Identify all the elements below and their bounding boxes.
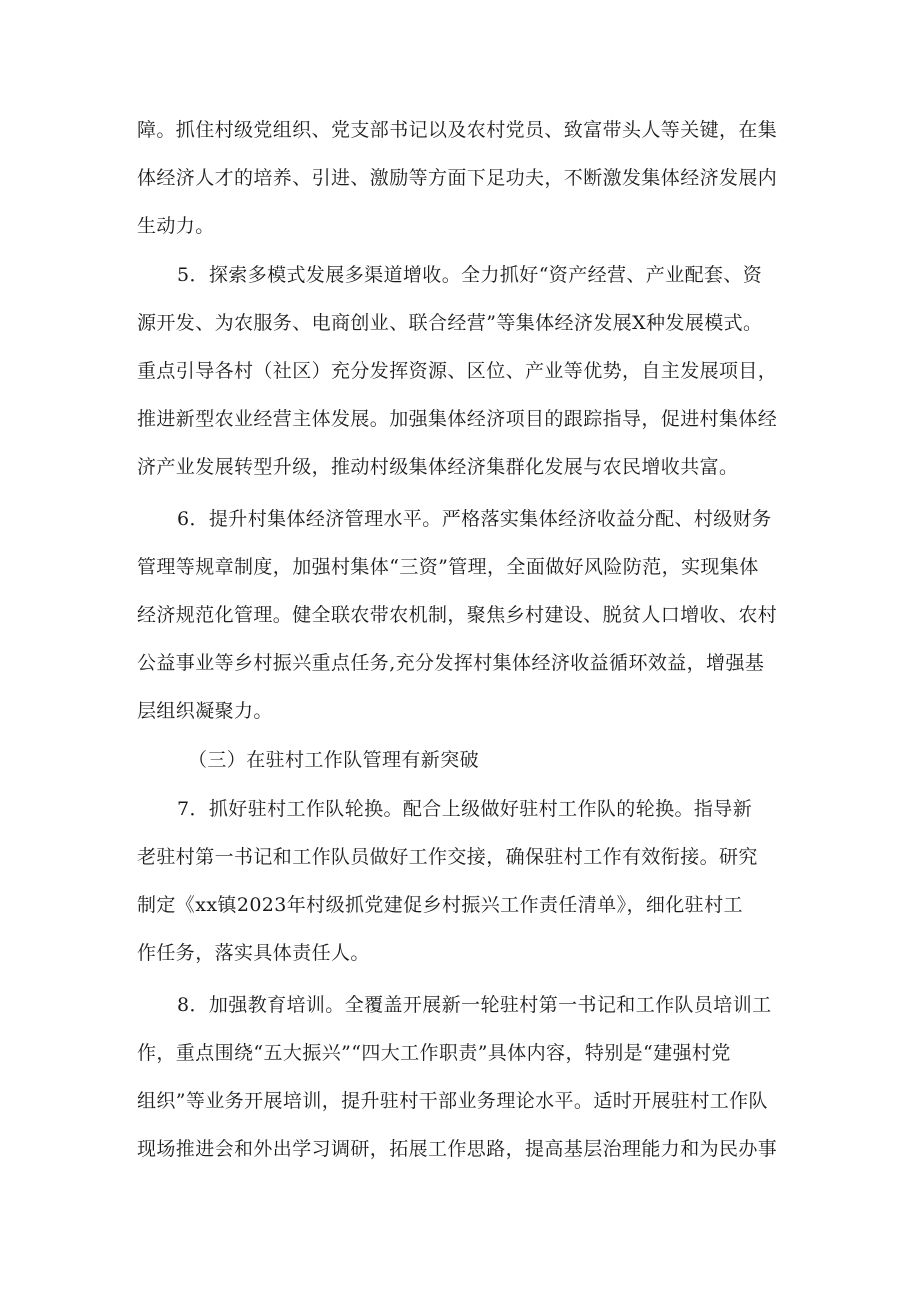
text-line: 公益事业等乡村振兴重点任务,充分发挥村集体经济收益循环效益，增强基	[137, 652, 765, 674]
text-line: 组织”等业务开展培训，提升驻村干部业务理论水平。适时开展驻村工作队	[137, 1090, 768, 1112]
paragraph-5-line: 5．探索多模式发展多渠道增收。全力抓好“资产经营、产业配套、资	[177, 264, 763, 286]
text-line: 制定《xx镇2023年村级抓党建促乡村振兴工作责任清单》，细化驻村工	[137, 894, 743, 916]
text-line: 经济规范化管理。健全联农带农机制，聚焦乡村建设、脱贫人口增收、农村	[137, 604, 778, 626]
text-line: 层组织凝聚力。	[137, 700, 273, 722]
section-heading: （三）在驻村工作队管理有新突破	[188, 749, 480, 771]
text-line: 作任务，落实具体责任人。	[137, 942, 370, 964]
text-line: 老驻村第一书记和工作队员做好工作交接，确保驻村工作有效衔接。研究	[137, 846, 758, 868]
text-line: 现场推进会和外出学习调研，拓展工作思路，提高基层治理能力和为民办事	[137, 1138, 778, 1160]
text-line: 源开发、为农服务、电商创业、联合经营”等集体经济发展X种发展模式。	[137, 312, 763, 334]
text-line: 体经济人才的培养、引进、激励等方面下足功夫，不断激发集体经济发展内	[137, 167, 778, 189]
paragraph-8-line: 8．加强教育培训。全覆盖开展新一轮驻村第一书记和工作队员培训工	[177, 994, 772, 1016]
text-line: 管理等规章制度，加强村集体“三资”管理，全面做好风险防范，实现集体	[137, 556, 759, 578]
text-line: 作，重点围绕“五大振兴”“四大工作职责”具体内容，特别是“建强村党	[137, 1042, 731, 1064]
text-line: 济产业发展转型升级，推动村级集体经济集群化发展与农民增收共富。	[137, 456, 739, 478]
paragraph-6-line: 6．提升村集体经济管理水平。严格落实集体经济收益分配、村级财务	[177, 508, 772, 530]
text-line: 推进新型农业经营主体发展。加强集体经济项目的跟踪指导，促进村集体经	[137, 408, 778, 430]
text-line: 重点引导各村（社区）充分发挥资源、区位、产业等优势，自主发展项目，	[137, 360, 778, 382]
text-line: 生动力。	[137, 215, 215, 237]
text-line: 障。抓住村级党组织、党支部书记以及农村党员、致富带头人等关键，在集	[137, 119, 778, 141]
paragraph-7-line: 7．抓好驻村工作队轮换。配合上级做好驻村工作队的轮换。指导新	[177, 798, 753, 820]
